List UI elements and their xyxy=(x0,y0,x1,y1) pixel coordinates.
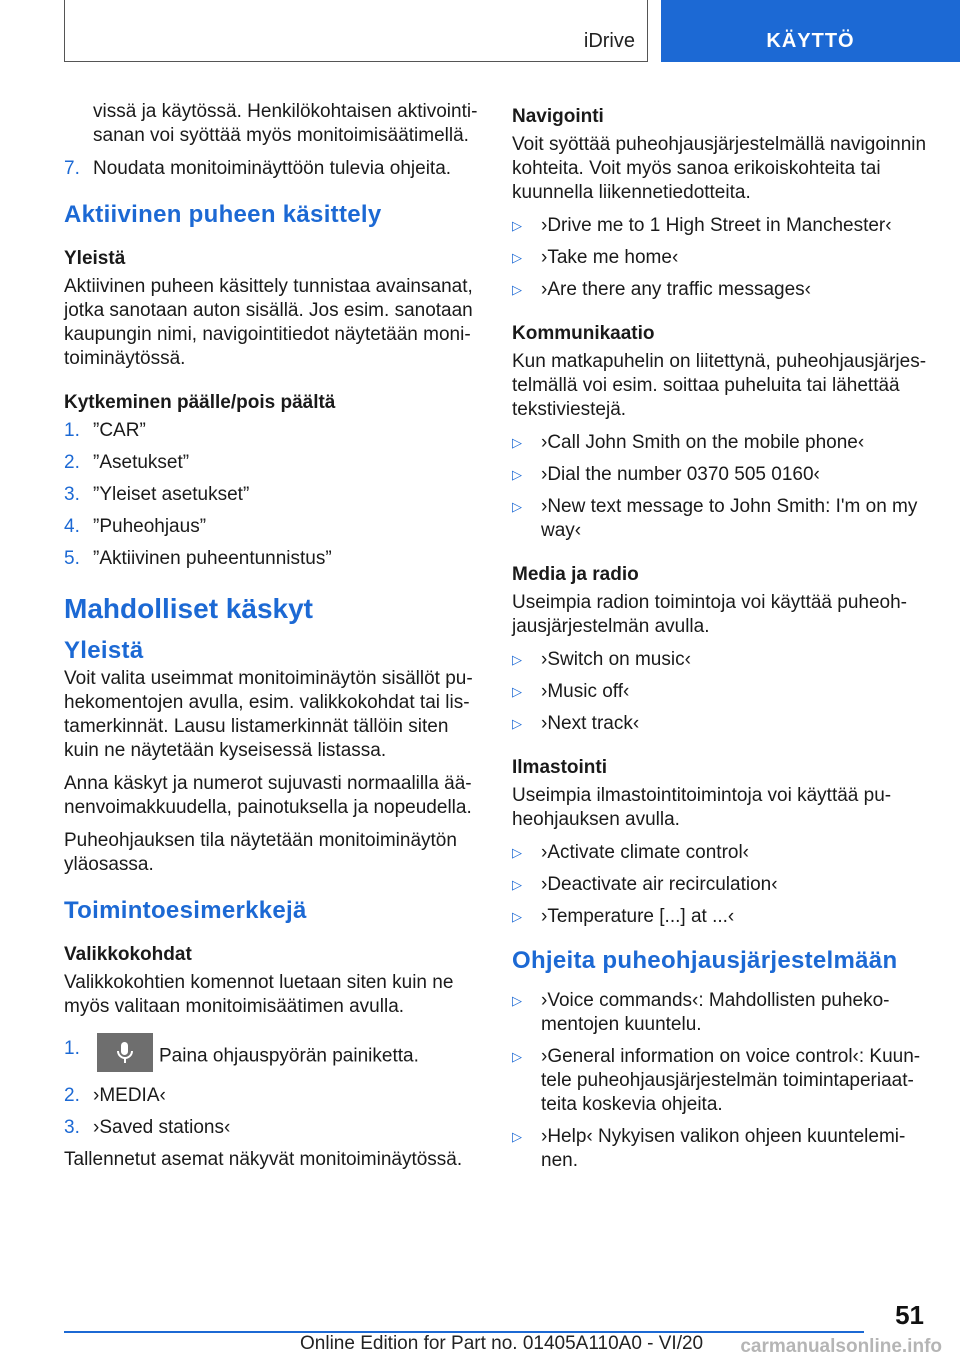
paragraph: Puheohjauksen tila näytetään monitoiminäytön yläosassa. xyxy=(64,830,457,875)
steering-wheel-voice-button-icon xyxy=(97,1033,153,1072)
paragraph: Tallennetut asemat näkyvät monitoiminäytössä. xyxy=(64,1149,463,1170)
list-item: ▷ ›Switch on music‹ xyxy=(512,649,691,670)
bullet-icon: ▷ xyxy=(512,250,522,265)
list-item: ▷ ›Next track‹ xyxy=(512,713,640,734)
list-item: ▷ ›Dial the number 0370 505 0160‹ xyxy=(512,464,820,485)
paragraph: Anna käskyt ja numerot sujuvasti normaalilla ää‐nenvoimakkuudella, painotuksella ja nopeudella. xyxy=(64,773,472,818)
paragraph: Kun matkapuhelin on liitettynä, puheohjausjärjes‐telmällä voi esim. soittaa puheluita tai lähettää tekstiviestejä. xyxy=(512,351,927,420)
list-item: 1. Paina ohjauspyörän painiketta. xyxy=(64,1037,479,1076)
bullet-icon: ▷ xyxy=(512,282,522,297)
bullet-icon: ▷ xyxy=(512,845,522,860)
heading-ohjeita: Ohjeita puheohjausjärjestelmään xyxy=(512,947,898,974)
list-item: ▷ ›Drive me to 1 High Street in Manchester‹ xyxy=(512,215,892,236)
paragraph: Useimpia radion toimintoja voi käyttää puheoh‐jausjärjestelmän avulla. xyxy=(512,592,907,637)
paragraph: Useimpia ilmastointitoimintoja voi käyttää pu‐heohjauksen avulla. xyxy=(512,785,892,830)
subheading-media: Media ja radio xyxy=(512,564,639,585)
footer-edition: Online Edition for Part no. 01405A110A0 - VI/20 xyxy=(300,1333,704,1354)
list-item: 5. ”Aktiivinen puheentunnistus” xyxy=(64,548,332,569)
bullet-icon: ▷ xyxy=(512,435,522,450)
list-item: 1. ”CAR” xyxy=(64,420,146,441)
bullet-icon: ▷ xyxy=(512,909,522,924)
subheading-kommunikaatio: Kommunikaatio xyxy=(512,323,655,344)
subheading-kytkeminen: Kytkeminen päälle/pois päältä xyxy=(64,392,336,413)
header-section-box xyxy=(64,0,648,62)
bullet-icon: ▷ xyxy=(512,684,522,699)
bullet-icon: ▷ xyxy=(512,1129,522,1144)
heading-aktiivinen: Aktiivinen puheen käsittely xyxy=(64,201,382,228)
list-item: 4. ”Puheohjaus” xyxy=(64,516,207,537)
bullet-icon: ▷ xyxy=(512,652,522,667)
bullet-icon: ▷ xyxy=(512,499,522,514)
page-number: 51 xyxy=(895,1300,924,1330)
heading-toimintoesimerkkeja: Toimintoesimerkkejä xyxy=(64,897,307,924)
left-column xyxy=(64,100,479,1181)
list-item: ▷ ›Temperature [...] at ...‹ xyxy=(512,906,735,927)
right-column xyxy=(512,100,927,1181)
subheading-navigointi: Navigointi xyxy=(512,106,604,127)
paragraph: Voit valita useimmat monitoiminäytön sisällöt pu‐hekomentojen avulla, esim. valikkokohdat tai lis‐tamerkinnät. Lausu listamerkinnät tällöin siten kuin ne näytetään kyseisessä listassa. xyxy=(64,668,473,761)
subheading-valikkokohdat: Valikkokohdat xyxy=(64,944,192,965)
list-item: ▷ ›Voice commands‹: Mahdollisten puheko‐mentojen kuuntelu. xyxy=(512,990,890,1035)
bullet-icon: ▷ xyxy=(512,467,522,482)
list-item: ▷ ›Help‹ Nykyisen valikon ohjeen kuuntelemi‐nen. xyxy=(512,1126,906,1171)
list-item: ▷ ›Call John Smith on the mobile phone‹ xyxy=(512,432,865,453)
paragraph: Aktiivinen puheen käsittely tunnistaa avainsanat, jotka sanotaan auton sisällä. Jos esim. sanotaan kaupungin nimi, navigointitiedot näytetään moni‐toiminäytössä. xyxy=(64,276,473,369)
list-item: ▷ ›Take me home‹ xyxy=(512,247,679,268)
list-item: ▷ ›General information on voice control‹: Kuun‐tele puheohjausjärjestelmän toimintaperiaat‐teita koskevia ohjeita. xyxy=(512,1046,921,1115)
heading-yleista: Yleistä xyxy=(64,637,144,664)
paragraph: Valikkokohtien komennot luetaan siten kuin ne myös valitaan monitoimisäätimen avulla. xyxy=(64,972,454,1017)
list-item: ▷ ›Deactivate air recirculation‹ xyxy=(512,874,778,895)
list-item: 2. ”Asetukset” xyxy=(64,452,190,473)
list-item: 3. ”Yleiset asetukset” xyxy=(64,484,250,505)
list-item: ▷ ›Music off‹ xyxy=(512,681,630,702)
list-item: ▷ ›New text message to John Smith: I'm on my way‹ xyxy=(512,496,918,541)
heading-mahdolliset: Mahdolliset käskyt xyxy=(64,593,313,624)
bullet-icon: ▷ xyxy=(512,716,522,731)
list-item: 7. Noudata monitoiminäyttöön tulevia ohjeita. xyxy=(64,158,452,179)
list-item: ▷ ›Are there any traffic messages‹ xyxy=(512,279,811,300)
list-item: ▷ ›Activate climate control‹ xyxy=(512,842,750,863)
bullet-icon: ▷ xyxy=(512,993,522,1008)
header-chapter-tab xyxy=(661,0,960,62)
paragraph: Voit syöttää puheohjausjärjestelmällä navigoinnin kohteita. Voit myös sanoa erikoiskohteita tai kuunnella liikennetiedotteita. xyxy=(512,134,927,203)
continued-text: vissä ja käytössä. Henkilökohtaisen aktivointi‐sanan voi syöttää myös monitoimisäätimellä. xyxy=(93,101,478,146)
bullet-icon: ▷ xyxy=(512,218,522,233)
bullet-icon: ▷ xyxy=(512,877,522,892)
watermark: carmanualsonline.info xyxy=(740,1336,942,1357)
subheading-ilmastointi: Ilmastointi xyxy=(512,757,608,778)
header-chapter-label: KÄYTTÖ xyxy=(766,30,855,52)
header-section-label: iDrive xyxy=(583,30,635,52)
list-item: 2. ›MEDIA‹ xyxy=(64,1085,166,1106)
list-item: 3. ›Saved stations‹ xyxy=(64,1117,231,1138)
bullet-icon: ▷ xyxy=(512,1049,522,1064)
subheading-yleista: Yleistä xyxy=(64,248,126,269)
